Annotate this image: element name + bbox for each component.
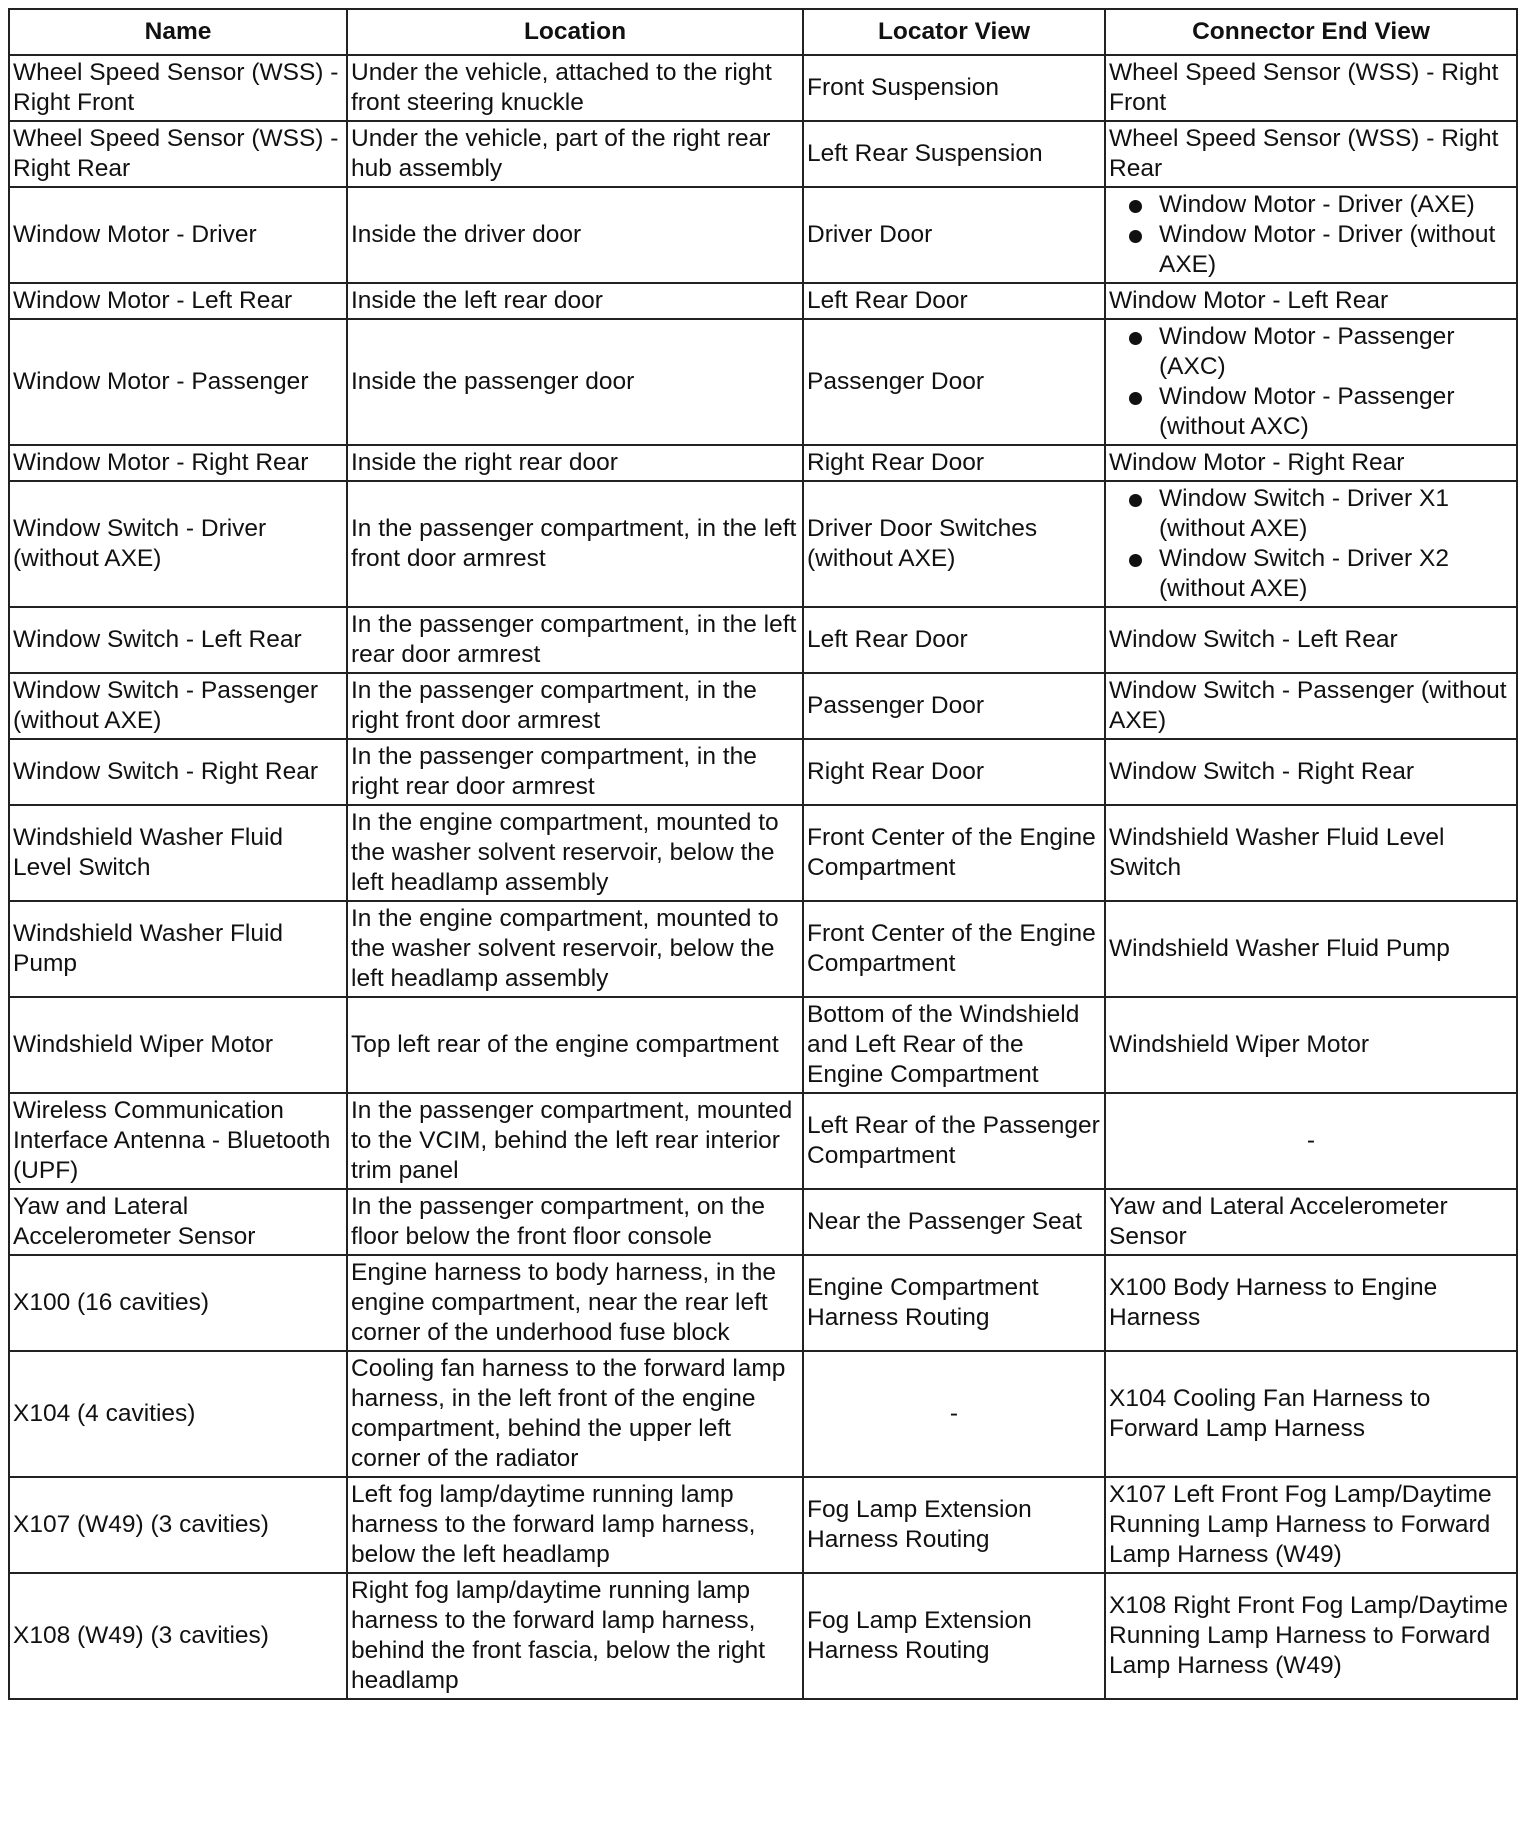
table-body (9, 55, 1517, 1699)
table-row (9, 1189, 1517, 1255)
locator-view-cell: Fog Lamp Extension Harness Routing (803, 1477, 1105, 1573)
connector-end-view-cell (1105, 481, 1517, 607)
connector-end-view-cell: Windshield Wiper Motor (1105, 997, 1517, 1093)
component-name-cell: X104 (4 cavities) (9, 1351, 347, 1477)
locator-view-cell: Left Rear Door (803, 283, 1105, 319)
connector-view-list-item: Window Motor - Passenger (AXC) (1109, 322, 1513, 382)
component-name-cell: Wheel Speed Sensor (WSS) - Right Front (9, 55, 347, 121)
location-cell: In the passenger compartment, in the left rear door armrest (347, 607, 803, 673)
connector-end-view-cell: X107 Left Front Fog Lamp/Daytime Running Lamp Harness to Forward Lamp Harness (W49) (1105, 1477, 1517, 1573)
table-row (9, 121, 1517, 187)
connector-end-view-cell: Yaw and Lateral Accelerometer Sensor (1105, 1189, 1517, 1255)
locator-view-cell: Front Center of the Engine Compartment (803, 805, 1105, 901)
location-cell: Inside the driver door (347, 187, 803, 283)
component-name-cell: Wheel Speed Sensor (WSS) - Right Rear (9, 121, 347, 187)
locator-view-cell: - (803, 1351, 1105, 1477)
location-cell: In the passenger compartment, in the right rear door armrest (347, 739, 803, 805)
connector-view-list (1109, 322, 1513, 442)
locator-view-cell: Driver Door Switches (without AXE) (803, 481, 1105, 607)
connector-end-view-cell: Window Switch - Left Rear (1105, 607, 1517, 673)
component-name-cell: Windshield Wiper Motor (9, 997, 347, 1093)
location-cell: In the passenger compartment, in the left front door armrest (347, 481, 803, 607)
component-name-cell: Window Switch - Right Rear (9, 739, 347, 805)
table-row (9, 901, 1517, 997)
header-location: Location (347, 9, 803, 55)
locator-view-cell: Front Suspension (803, 55, 1105, 121)
connector-view-list-item: Window Switch - Driver X1 (without AXE) (1109, 484, 1513, 544)
table-row (9, 1573, 1517, 1699)
table-row (9, 739, 1517, 805)
component-name-cell: X107 (W49) (3 cavities) (9, 1477, 347, 1573)
location-cell: Cooling fan harness to the forward lamp harness, in the left front of the engine compartment, behind the upper left corner of the radiator (347, 1351, 803, 1477)
locator-view-cell: Passenger Door (803, 319, 1105, 445)
component-name-cell: X100 (16 cavities) (9, 1255, 347, 1351)
connector-end-view-cell: Window Motor - Left Rear (1105, 283, 1517, 319)
connector-end-view-cell: Window Switch - Right Rear (1105, 739, 1517, 805)
connector-view-list-item: Window Motor - Driver (AXE) (1109, 190, 1513, 220)
header-locator-view: Locator View (803, 9, 1105, 55)
table-row (9, 187, 1517, 283)
component-name-cell: Window Motor - Driver (9, 187, 347, 283)
connector-end-view-cell: X100 Body Harness to Engine Harness (1105, 1255, 1517, 1351)
connector-view-list-item: Window Switch - Driver X2 (without AXE) (1109, 544, 1513, 604)
connector-view-list-item: Window Motor - Passenger (without AXC) (1109, 382, 1513, 442)
connector-end-view-cell (1105, 319, 1517, 445)
component-name-cell: Window Motor - Left Rear (9, 283, 347, 319)
table-row (9, 673, 1517, 739)
locator-view-cell: Driver Door (803, 187, 1105, 283)
table-row (9, 1351, 1517, 1477)
locator-view-cell: Left Rear of the Passenger Compartment (803, 1093, 1105, 1189)
table-row (9, 997, 1517, 1093)
location-cell: Inside the right rear door (347, 445, 803, 481)
component-name-cell: Wireless Communication Interface Antenna - Bluetooth (UPF) (9, 1093, 347, 1189)
locator-view-cell: Engine Compartment Harness Routing (803, 1255, 1105, 1351)
connector-view-list-item: Window Motor - Driver (without AXE) (1109, 220, 1513, 280)
connector-end-view-cell: Wheel Speed Sensor (WSS) - Right Front (1105, 55, 1517, 121)
connector-end-view-cell: Wheel Speed Sensor (WSS) - Right Rear (1105, 121, 1517, 187)
connector-end-view-cell: X104 Cooling Fan Harness to Forward Lamp Harness (1105, 1351, 1517, 1477)
component-name-cell: Window Switch - Left Rear (9, 607, 347, 673)
component-location-table (8, 8, 1518, 1700)
table-row (9, 1093, 1517, 1189)
header-connector-end-view: Connector End View (1105, 9, 1517, 55)
component-name-cell: Window Motor - Passenger (9, 319, 347, 445)
connector-end-view-cell (1105, 187, 1517, 283)
connector-view-list (1109, 484, 1513, 604)
table-row (9, 1477, 1517, 1573)
locator-view-cell: Right Rear Door (803, 445, 1105, 481)
location-cell: In the passenger compartment, in the right front door armrest (347, 673, 803, 739)
table-row (9, 55, 1517, 121)
connector-end-view-cell: Windshield Washer Fluid Pump (1105, 901, 1517, 997)
table-row (9, 805, 1517, 901)
locator-view-cell: Near the Passenger Seat (803, 1189, 1105, 1255)
location-cell: In the passenger compartment, on the floor below the front floor console (347, 1189, 803, 1255)
location-cell: In the passenger compartment, mounted to the VCIM, behind the left rear interior trim panel (347, 1093, 803, 1189)
location-cell: In the engine compartment, mounted to the washer solvent reservoir, below the left headlamp assembly (347, 901, 803, 997)
component-name-cell: Yaw and Lateral Accelerometer Sensor (9, 1189, 347, 1255)
location-cell: Inside the left rear door (347, 283, 803, 319)
component-name-cell: X108 (W49) (3 cavities) (9, 1573, 347, 1699)
connector-end-view-cell: - (1105, 1093, 1517, 1189)
location-cell: Left fog lamp/daytime running lamp harness to the forward lamp harness, below the left headlamp (347, 1477, 803, 1573)
locator-view-cell: Left Rear Suspension (803, 121, 1105, 187)
table-row (9, 1255, 1517, 1351)
connector-end-view-cell: X108 Right Front Fog Lamp/Daytime Running Lamp Harness to Forward Lamp Harness (W49) (1105, 1573, 1517, 1699)
component-name-cell: Window Switch - Passenger (without AXE) (9, 673, 347, 739)
location-cell: Engine harness to body harness, in the engine compartment, near the rear left corner of the underhood fuse block (347, 1255, 803, 1351)
table-row (9, 445, 1517, 481)
location-cell: Inside the passenger door (347, 319, 803, 445)
component-name-cell: Window Motor - Right Rear (9, 445, 347, 481)
table-row (9, 607, 1517, 673)
location-cell: In the engine compartment, mounted to the washer solvent reservoir, below the left headlamp assembly (347, 805, 803, 901)
header-name: Name (9, 9, 347, 55)
connector-end-view-cell: Windshield Washer Fluid Level Switch (1105, 805, 1517, 901)
connector-end-view-cell: Window Switch - Passenger (without AXE) (1105, 673, 1517, 739)
table-row (9, 319, 1517, 445)
locator-view-cell: Fog Lamp Extension Harness Routing (803, 1573, 1105, 1699)
locator-view-cell: Passenger Door (803, 673, 1105, 739)
locator-view-cell: Left Rear Door (803, 607, 1105, 673)
component-name-cell: Windshield Washer Fluid Level Switch (9, 805, 347, 901)
location-cell: Right fog lamp/daytime running lamp harness to the forward lamp harness, behind the front fascia, below the right headlamp (347, 1573, 803, 1699)
component-name-cell: Windshield Washer Fluid Pump (9, 901, 347, 997)
location-cell: Under the vehicle, attached to the right front steering knuckle (347, 55, 803, 121)
location-cell: Under the vehicle, part of the right rear hub assembly (347, 121, 803, 187)
locator-view-cell: Bottom of the Windshield and Left Rear of the Engine Compartment (803, 997, 1105, 1093)
header-row (9, 9, 1517, 55)
locator-view-cell: Front Center of the Engine Compartment (803, 901, 1105, 997)
component-name-cell: Window Switch - Driver (without AXE) (9, 481, 347, 607)
connector-end-view-cell: Window Motor - Right Rear (1105, 445, 1517, 481)
connector-view-list (1109, 190, 1513, 280)
locator-view-cell: Right Rear Door (803, 739, 1105, 805)
table-row (9, 283, 1517, 319)
table-row (9, 481, 1517, 607)
location-cell: Top left rear of the engine compartment (347, 997, 803, 1093)
